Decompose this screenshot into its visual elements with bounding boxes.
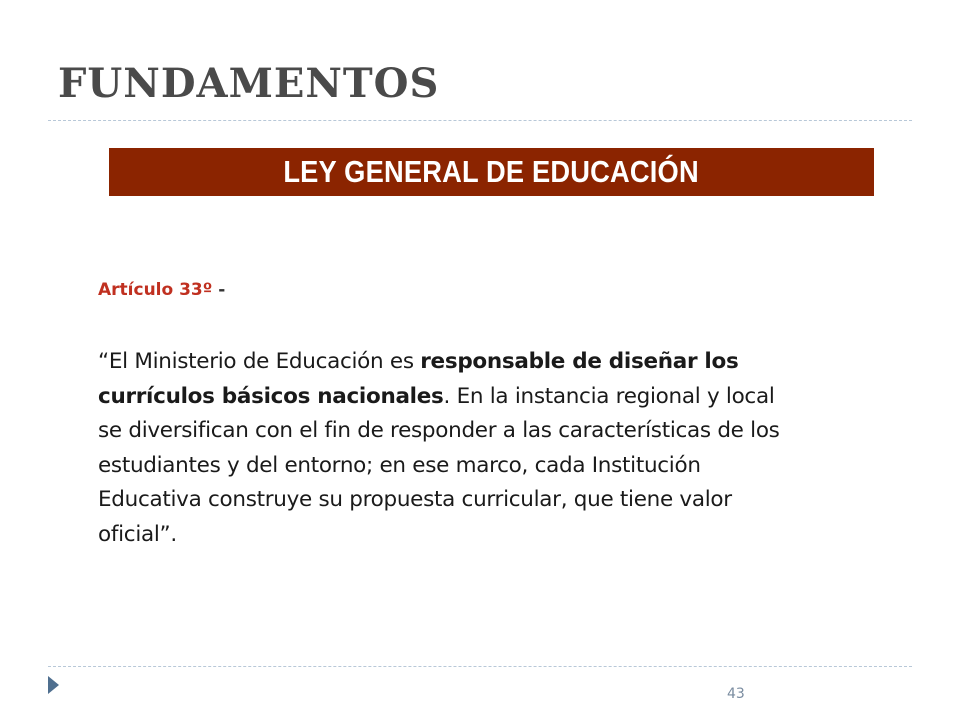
triangle-right-icon [48, 676, 59, 694]
article-quote [98, 345, 948, 552]
quote-line-6: oficial”. [98, 521, 177, 547]
quote-line-4: estudiantes y del entorno; en ese marco, cada Institución [98, 452, 701, 478]
quote-line-5: Educativa construye su propuesta curricular, que tiene valor [98, 487, 732, 512]
slide-title: FUNDAMENTOS [58, 60, 440, 107]
footer-divider [48, 666, 912, 667]
page-number: 43 [727, 686, 745, 702]
title-divider [48, 120, 912, 121]
quote-line-1-emphasis: responsable de diseñar los [420, 349, 739, 374]
quote-line-2-text: . En la instancia regional y local [443, 383, 775, 409]
quote-line-2 [98, 380, 948, 415]
section-banner [109, 148, 874, 196]
article-label: Artículo 33º [98, 280, 213, 300]
article-separator: - [218, 280, 226, 300]
banner-title: LEY GENERAL DE EDUCACIÓN [283, 154, 700, 189]
quote-line-1-text: “El Ministerio de Educación es [98, 349, 421, 374]
quote-line-2-emphasis: currículos básicos nacionales [98, 383, 444, 409]
quote-line-3: se diversifican con el fin de responder a las características de los [98, 418, 780, 443]
quote-line-1 [98, 345, 948, 380]
article-reference [98, 280, 225, 300]
